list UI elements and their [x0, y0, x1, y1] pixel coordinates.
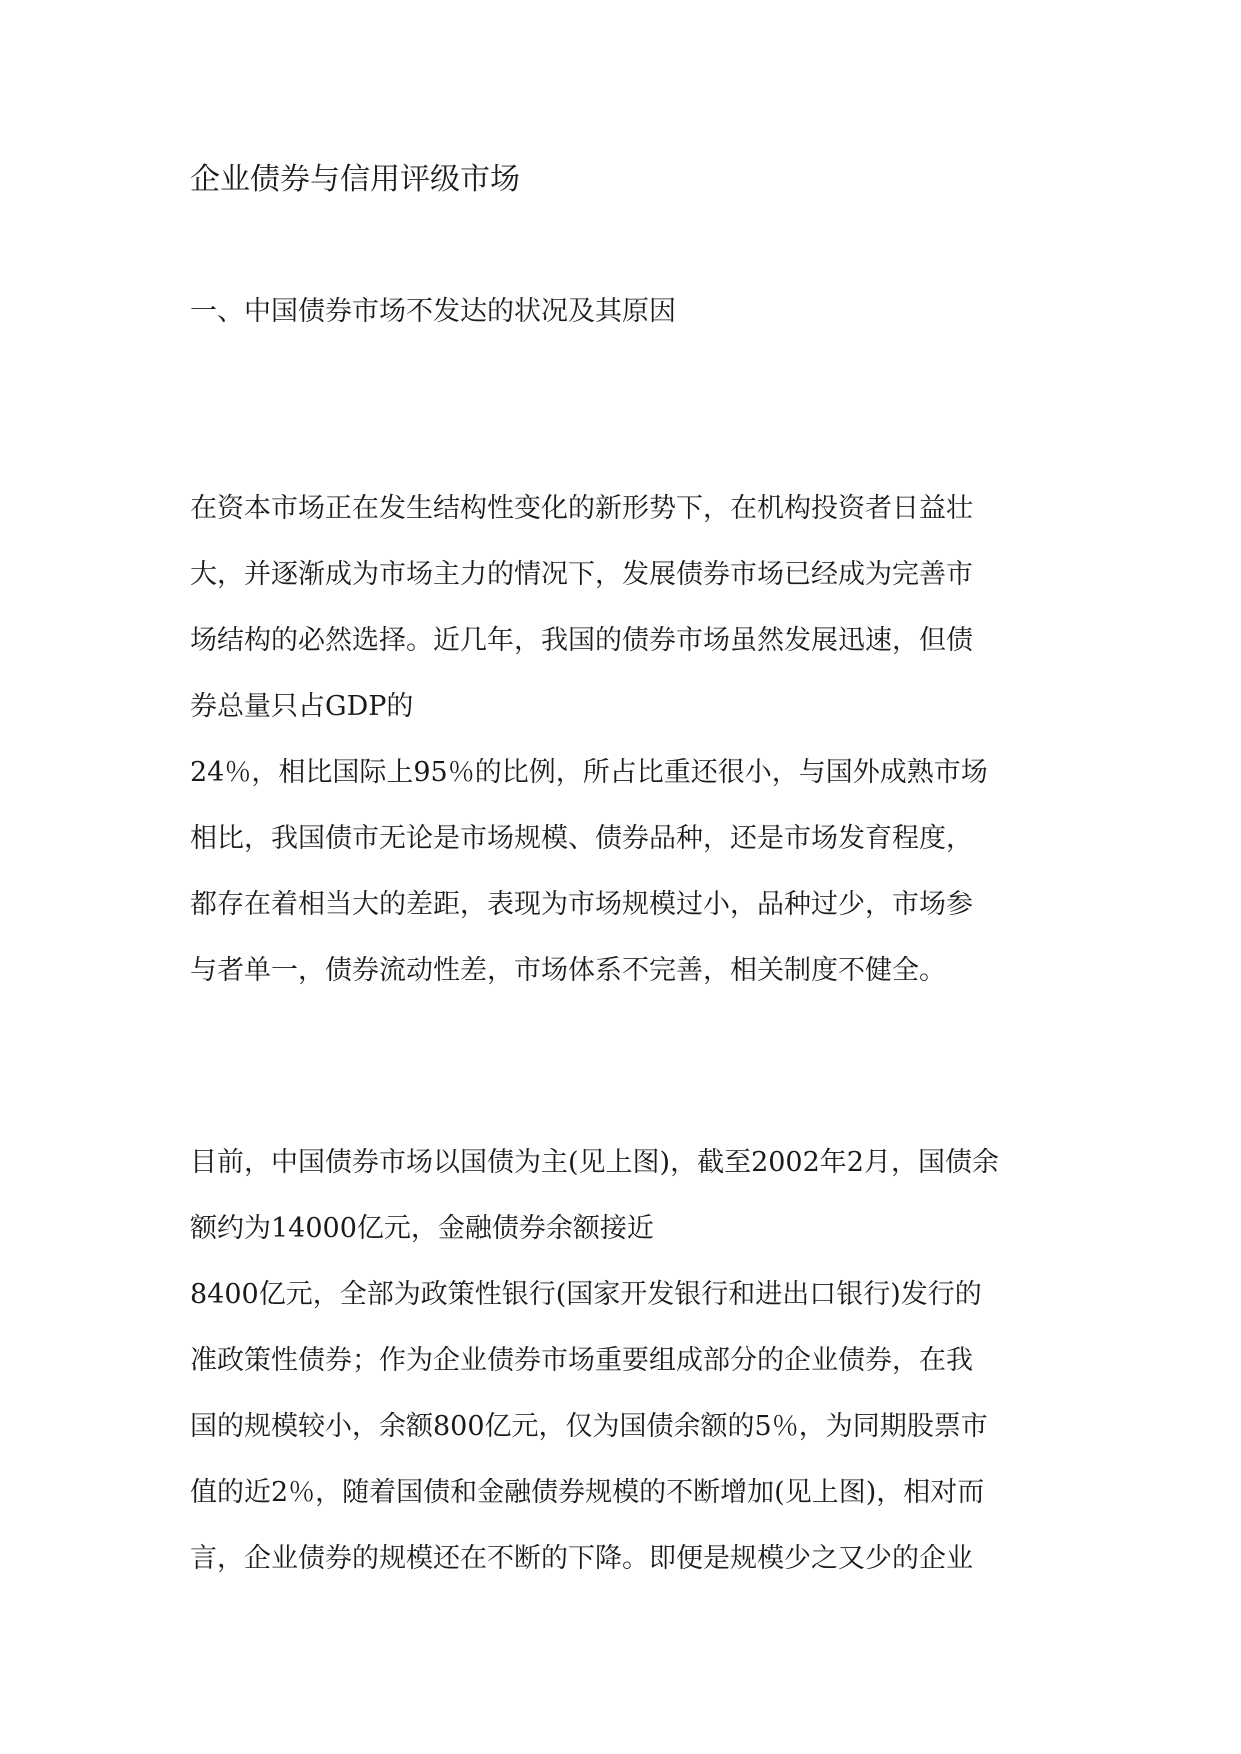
- paragraph-line: 券总量只占GDP的: [190, 691, 414, 722]
- paragraph-line: 值的近2％，随着国债和金融债券规模的不断增加(见上图)，相对而: [190, 1477, 985, 1508]
- paragraph-line: 大，并逐渐成为市场主力的情况下，发展债券市场已经成为完善市: [190, 559, 973, 590]
- paragraph-line: 与者单一，债券流动性差，市场体系不完善，相关制度不健全。: [190, 955, 946, 986]
- paragraph-line: 相比，我国债市无论是市场规模、债券品种，还是市场发育程度，: [190, 823, 973, 854]
- paragraph-line: 在资本市场正在发生结构性变化的新形势下，在机构投资者日益壮: [190, 493, 973, 524]
- section-heading: 一、中国债券市场不发达的状况及其原因: [190, 296, 676, 327]
- paragraph-1: [190, 476, 1050, 1004]
- paragraph-line: 目前，中国债券市场以国债为主(见上图)，截至2002年2月，国债余: [190, 1147, 999, 1178]
- paragraph-line: 8400亿元，全部为政策性银行(国家开发银行和进出口银行)发行的: [190, 1279, 982, 1310]
- paragraph-line: 国的规模较小，余额800亿元，仅为国债余额的5％，为同期股票市: [190, 1411, 988, 1442]
- paragraph-line: 言，企业债券的规模还在不断的下降。即便是规模少之又少的企业: [190, 1543, 973, 1574]
- document-title: 企业债券与信用评级市场: [190, 162, 520, 197]
- paragraph-line: 准政策性债券；作为企业债券市场重要组成部分的企业债券，在我: [190, 1345, 973, 1376]
- paragraph-2: [190, 1130, 1050, 1592]
- paragraph-line: 额约为14000亿元，金融债券余额接近: [190, 1213, 654, 1244]
- paragraph-line: 场结构的必然选择。近几年，我国的债券市场虽然发展迅速，但债: [190, 625, 973, 656]
- paragraph-line: 24％，相比国际上95％的比例，所占比重还很小，与国外成熟市场: [190, 757, 988, 788]
- paragraph-line: 都存在着相当大的差距，表现为市场规模过小，品种过少，市场参: [190, 889, 973, 920]
